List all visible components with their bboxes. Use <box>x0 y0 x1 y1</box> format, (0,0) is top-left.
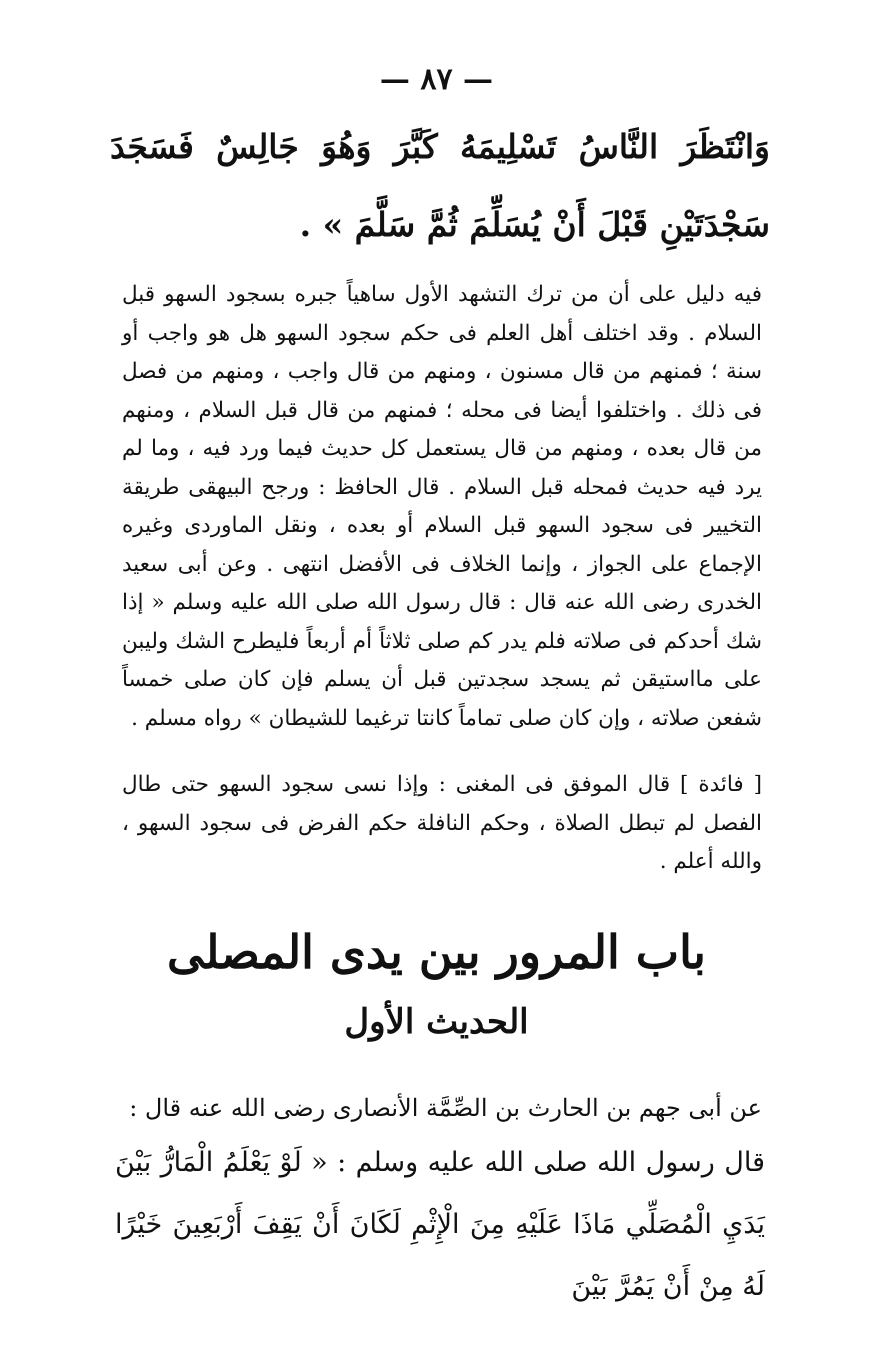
benefit-note: [ فائدة ] قال الموفق فى المغنى : وإذا نسى سجود السهو حتى طال الفصل لم تبطل الصلاة ، وحكم النافلة حكم الفرض فى سجود السهو ، والله أعلم . <box>122 772 762 874</box>
hadith-heading: الحديث الأول <box>344 1002 529 1042</box>
chapter-title: باب المرور بين يدى المصلى <box>167 925 706 979</box>
hadith-chain-intro: عن أبى جهم بن الحارث بن الصِّمَّة الأنصارى رضى الله عنه قال : <box>129 1094 762 1122</box>
page-number: — ٨٧ — <box>379 62 494 97</box>
hadith-text: قال رسول الله صلى الله عليه وسلم : « لَوْ يَعْلَمُ الْمَارُّ بَيْنَ يَدَيِ الْمُصَلِّي مَاذَا عَلَيْهِ مِنَ الْإِثْمِ لَكَانَ أَنْ يَقِفَ أَرْبَعِينَ خَيْرًا لَهُ مِنْ أَنْ يَمُرَّ بَيْنَ <box>115 1147 765 1302</box>
hadith-continuation: وَانْتَظَرَ النَّاسُ تَسْلِيمَهُ كَبَّرَ وَهُوَ جَالِسٌ فَسَجَدَ سَجْدَتَيْنِ قَبْلَ أَنْ يُسَلِّمَ ثُمَّ سَلَّمَ » . <box>110 127 770 244</box>
commentary-paragraph: فيه دليل على أن من ترك التشهد الأول ساهياً جبره بسجود السهو قبل السلام . وقد اختلف أهل العلم فى حكم سجود السهو هل هو واجب أو سنة ؛ فمنهم من قال مسنون ، ومنهم من قال واجب ، ومنهم من فصل فى ذلك . واختلفوا أيضا فى محله ؛ فمنهم من قال قبل السلام ، ومنهم من قال بعده ، ومنهم من قال يستعمل كل حديث فيما ورد فيه ، وما لم يرد فيه حديث فمحله قبل السلام . قال الحافظ : ورجح البيهقى طريقة التخيير فى سجود السهو قبل السلام أو بعده ، ونقل الماوردى وغيره الإجماع على الجواز ، وإنما الخلاف فى الأفضل انتهى . وعن أبى سعيد الخدرى رضى الله عنه قال : قال رسول الله صلى الله عليه وسلم « إذا شك أحدكم فى صلاته فلم يدر كم صلى ثلاثاً أم أربعاً فليطرح الشك وليبن على مااستيقن ثم يسجد سجدتين قبل أن يسلم فإن كان صلى خمساً شفعن صلاته ، وإن كان صلى تماماً كانتا ترغيما للشيطان » رواه مسلم . <box>122 282 762 731</box>
